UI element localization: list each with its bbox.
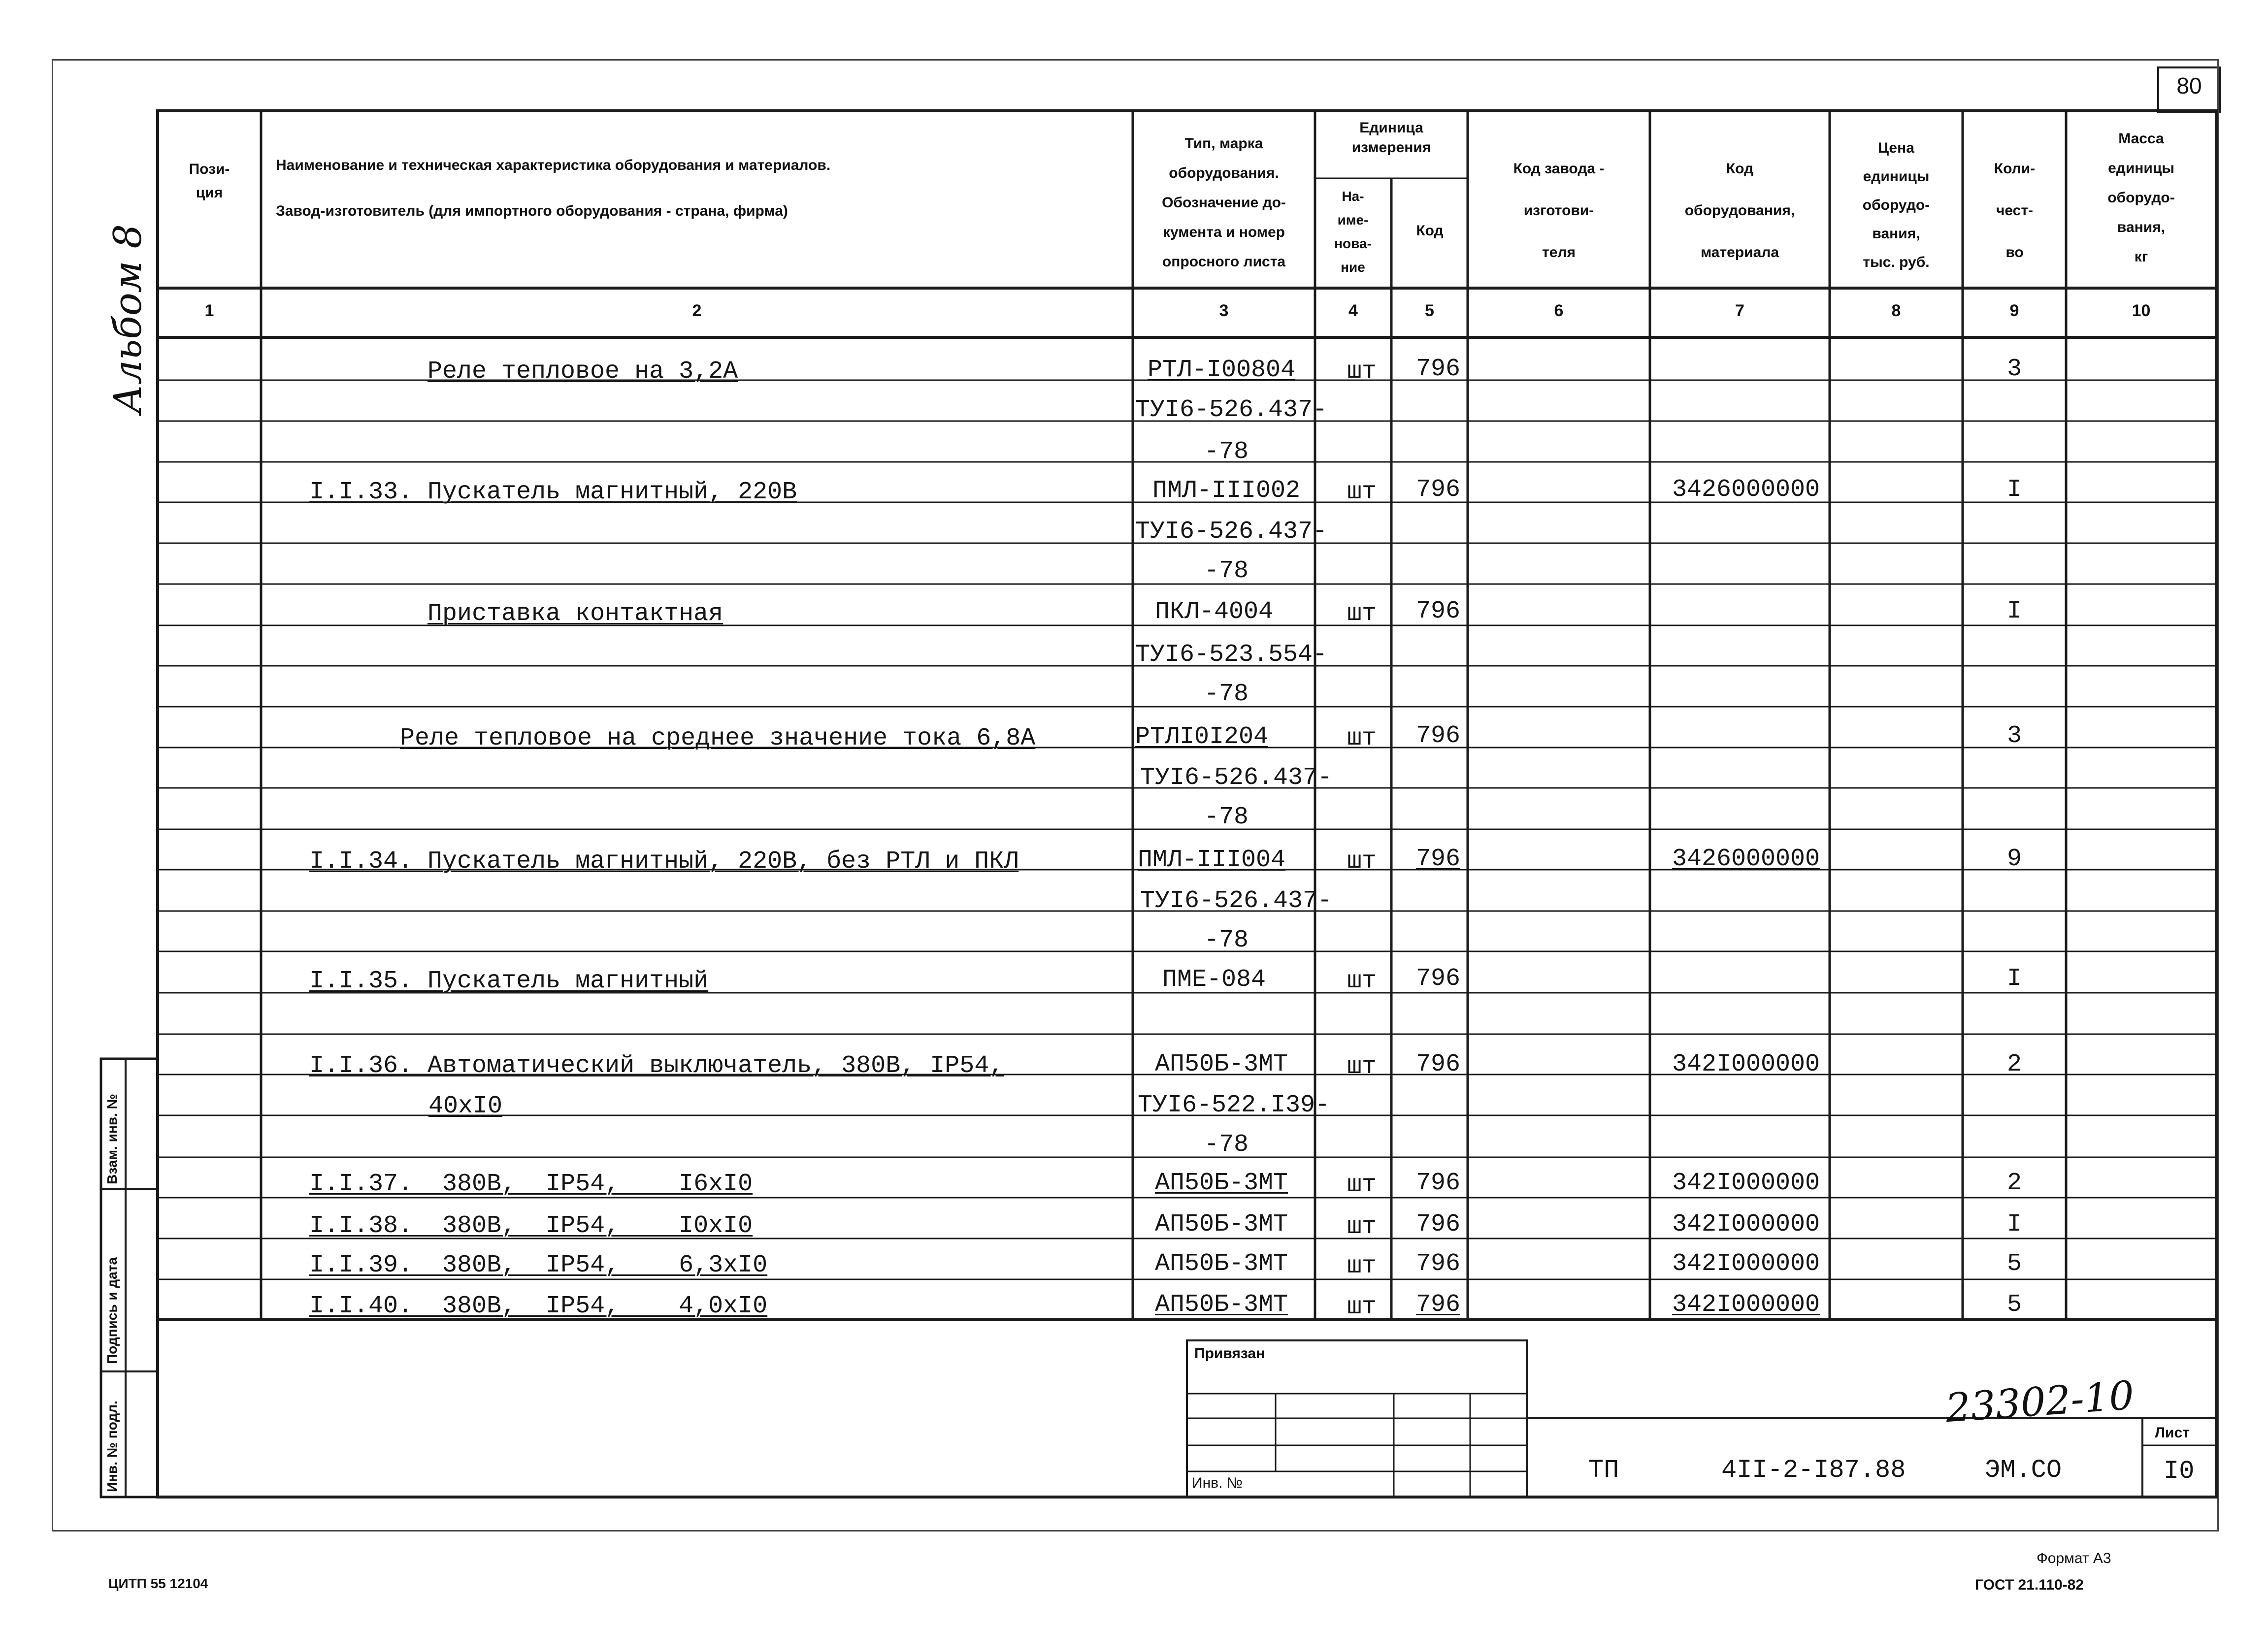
- row-name: 40хI0: [428, 1092, 503, 1120]
- row-code: 796: [1416, 1050, 1461, 1078]
- row-unit: шт: [1347, 358, 1377, 386]
- row-qty: 5: [2007, 1291, 2022, 1319]
- row-qty: 9: [2007, 845, 2022, 873]
- header-name-line1: Наименование и техническая характеристика оборудования и материалов.: [276, 157, 831, 173]
- row-code: 796: [1416, 355, 1461, 383]
- row-qty: I: [2007, 1210, 2022, 1238]
- row-type: ПМЛ-III002: [1152, 477, 1301, 505]
- row-name: I.I.36. Автоматический выключатель, 380В, IP54,: [309, 1052, 1004, 1080]
- row-type: ПМЕ-084: [1162, 966, 1266, 994]
- sheet-label: Лист: [2155, 1425, 2190, 1441]
- row-unit: шт: [1347, 1252, 1377, 1280]
- side-label-inv-podl: Инв. № подл.: [104, 1401, 120, 1492]
- row-equip-code: 342I000000: [1672, 1050, 1820, 1078]
- row-type: ТУI6-522.I39-: [1138, 1091, 1330, 1119]
- row-type: АП50Б-3МТ: [1155, 1210, 1288, 1238]
- row-code: 796: [1416, 965, 1461, 993]
- row-type: ТУI6-526.437-: [1140, 887, 1333, 915]
- row-type: РТЛI0I204: [1135, 723, 1269, 751]
- sheet-number: I0: [2164, 1457, 2195, 1486]
- standard-label: ГОСТ 21.110-82: [1975, 1577, 2084, 1593]
- row-code: 796: [1416, 722, 1461, 750]
- header-quantity: Коли- чест- во: [1994, 161, 2036, 261]
- header-position: Пози- ция: [189, 161, 230, 201]
- row-equip-code: 342I000000: [1672, 1210, 1820, 1238]
- printer-code: ЦИТП 55 12104: [108, 1576, 208, 1591]
- doc-number: 4II-2-I87.88: [1721, 1456, 1906, 1485]
- row-type: ПМЛ-III004: [1138, 846, 1286, 874]
- side-label-vzam: Взам. инв. №: [104, 1094, 120, 1184]
- colnum-5: 5: [1425, 301, 1434, 320]
- header-equipment-code: Код оборудования, материала: [1684, 161, 1795, 261]
- side-label-podpis: Подпись и дата: [104, 1257, 120, 1364]
- row-unit: шт: [1347, 724, 1377, 752]
- header-name-line2: Завод-изготовитель (для импортного оборудования - страна, фирма): [276, 203, 788, 219]
- row-name: I.I.34. Пускатель магнитный, 220В, без РТЛ и ПКЛ: [309, 847, 1019, 876]
- signature-number: 23302-10: [1944, 1372, 2136, 1432]
- row-unit: шт: [1347, 1053, 1377, 1081]
- row-qty: 2: [2007, 1169, 2022, 1197]
- row-type: ТУI6-526.437-: [1135, 396, 1328, 424]
- row-unit: шт: [1347, 1171, 1377, 1199]
- row-equip-code: 3426000000: [1672, 845, 1820, 873]
- row-unit: шт: [1347, 967, 1377, 995]
- header-unit-name: На- име- нова- ние: [1334, 189, 1372, 275]
- colnum-1: 1: [204, 301, 214, 320]
- row-code: 796: [1416, 476, 1461, 504]
- row-name: Приставка контактная: [427, 600, 723, 628]
- row-type: -78: [1204, 1131, 1249, 1159]
- header-type: Тип, марка оборудования. Обозначение до- кумента и номер опросного листа: [1162, 135, 1286, 270]
- row-qty: 5: [2007, 1250, 2022, 1278]
- row-code: 796: [1416, 1250, 1461, 1278]
- row-name: I.I.33. Пускатель магнитный, 220В: [309, 478, 797, 506]
- page-number: 80: [2176, 73, 2202, 98]
- row-type: ТУI6-523.554-: [1135, 641, 1328, 669]
- row-name: Реле тепловое на 3,2А: [427, 358, 738, 386]
- row-name: I.I.37. 380В, IP54, I6хI0: [309, 1170, 753, 1198]
- row-type: ПКЛ-4004: [1155, 598, 1274, 626]
- row-type: -78: [1204, 803, 1249, 831]
- row-type: ТУI6-526.437-: [1135, 518, 1328, 546]
- colnum-4: 4: [1348, 301, 1358, 320]
- row-type: АП50Б-3МТ: [1155, 1250, 1288, 1278]
- colnum-8: 8: [1891, 301, 1901, 320]
- header-mass: Масса единицы оборудо- вания, кг: [2107, 130, 2175, 265]
- row-type: АП50Б-3МТ: [1155, 1291, 1288, 1319]
- row-type: -78: [1204, 557, 1249, 585]
- row-code: 796: [1416, 597, 1461, 625]
- inv-label: Инв. №: [1192, 1475, 1243, 1491]
- row-qty: 2: [2007, 1050, 2022, 1078]
- row-equip-code: 342I000000: [1672, 1169, 1820, 1197]
- row-qty: 3: [2007, 355, 2022, 383]
- colnum-6: 6: [1554, 301, 1564, 320]
- header-factory-code: Код завода - изготови- теля: [1513, 161, 1605, 261]
- row-equip-code: 342I000000: [1672, 1291, 1820, 1319]
- row-code: 796: [1416, 1210, 1461, 1238]
- row-name: I.I.35. Пускатель магнитный: [309, 967, 709, 995]
- row-type: АП50Б-3МТ: [1155, 1169, 1288, 1197]
- colnum-2: 2: [692, 301, 702, 320]
- row-type: -78: [1204, 926, 1249, 954]
- row-name: I.I.39. 380В, IP54, 6,3хI0: [309, 1251, 768, 1279]
- row-type: АП50Б-3МТ: [1155, 1050, 1288, 1078]
- header-price: Цена единицы оборудо- вания, тыс. руб.: [1862, 140, 1930, 270]
- colnum-10: 10: [2132, 301, 2151, 320]
- attached-label: Привязан: [1194, 1345, 1265, 1362]
- album-label-text: Альбом 8: [106, 224, 150, 414]
- row-unit: шт: [1347, 478, 1377, 506]
- row-qty: I: [2007, 597, 2022, 625]
- row-type: ТУI6-526.437-: [1140, 764, 1333, 792]
- row-qty: I: [2007, 965, 2022, 993]
- row-type: -78: [1204, 680, 1249, 708]
- row-code: 796: [1416, 845, 1461, 873]
- format-label: Формат А3: [2037, 1550, 2111, 1566]
- row-qty: 3: [2007, 722, 2022, 750]
- colnum-3: 3: [1219, 301, 1229, 320]
- header-unit-group: Единица измерения: [1351, 120, 1431, 156]
- doc-type: ТП: [1588, 1456, 1619, 1485]
- row-equip-code: 342I000000: [1672, 1250, 1820, 1278]
- row-code: 796: [1416, 1291, 1461, 1319]
- row-code: 796: [1416, 1169, 1461, 1197]
- header-unit-code: Код: [1416, 223, 1444, 239]
- row-name: I.I.38. 380В, IP54, I0хI0: [309, 1212, 753, 1240]
- row-name: I.I.40. 380В, IP54, 4,0хI0: [309, 1292, 768, 1320]
- row-unit: шт: [1347, 1213, 1377, 1241]
- row-unit: шт: [1347, 847, 1377, 876]
- row-type: РТЛ-I00804: [1148, 356, 1296, 384]
- row-qty: I: [2007, 476, 2022, 504]
- colnum-7: 7: [1735, 301, 1744, 320]
- row-type: -78: [1204, 438, 1249, 466]
- row-name: Реле тепловое на среднее значение тока 6,8А: [400, 724, 1036, 752]
- colnum-9: 9: [2009, 301, 2019, 320]
- row-unit: шт: [1347, 1293, 1377, 1321]
- row-unit: шт: [1347, 600, 1377, 628]
- doc-section: ЭМ.СО: [1985, 1456, 2062, 1485]
- row-equip-code: 3426000000: [1672, 476, 1820, 504]
